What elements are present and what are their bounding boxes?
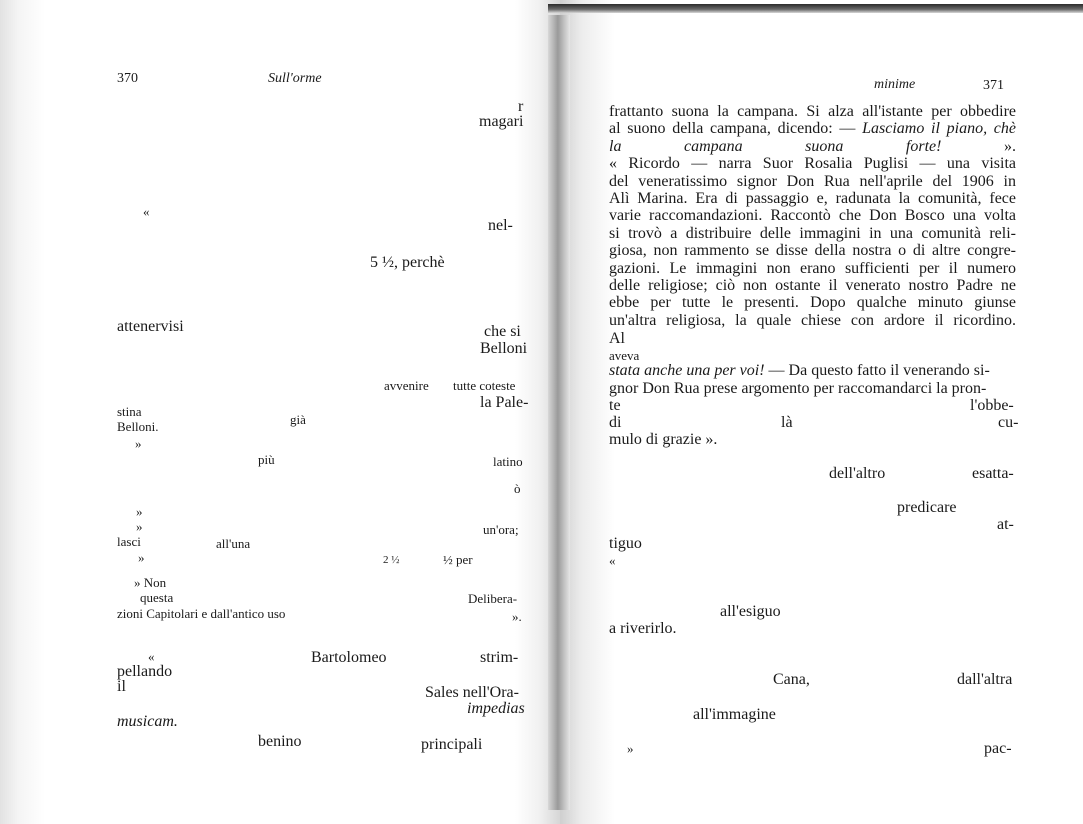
fragment-o: ò	[514, 481, 521, 496]
fragment-lasci: lasci	[117, 534, 141, 549]
fragment-gia: già	[290, 412, 306, 427]
line-text: frattanto suona la campana. Si alza all'istante per obbedire	[609, 103, 1016, 120]
fragment-al: Al	[609, 330, 625, 347]
fragment-quote-close: »	[136, 504, 143, 519]
fragment-quote-open: «	[609, 553, 616, 568]
text-line	[609, 103, 1016, 120]
fragment-belloni-2: Belloni.	[117, 419, 159, 434]
fragment-delibera: Delibera-	[468, 591, 518, 606]
fragment-tutte-coteste: tutte coteste	[453, 378, 516, 393]
fragment-che-si: che si	[484, 323, 521, 340]
fragment-belloni: Belloni	[480, 340, 528, 357]
fragment-latino: latino	[493, 454, 523, 469]
fragment-two-half: 2 ½	[383, 554, 400, 566]
line-text: al suono della campana, dicendo: —	[609, 120, 863, 138]
text-line	[609, 260, 1016, 277]
fragment-esatta: esatta-	[972, 465, 1014, 482]
right-running-head: minime	[874, 77, 916, 92]
fragment-questa: questa	[140, 590, 174, 605]
stata-italic: stata anche una per voi!	[609, 362, 765, 379]
fragment-a-riverirlo: a riverirlo.	[609, 620, 677, 637]
fragment-mulo: mulo di grazie ».	[609, 431, 718, 448]
fragment-all-una: all'una	[216, 536, 251, 551]
fragment-dall-altra: dall'altra	[957, 671, 1013, 688]
fragment-pac: pac-	[984, 740, 1012, 757]
left-page-number: 370	[117, 71, 138, 86]
text-line	[609, 294, 1016, 311]
fragment-cu: cu-	[998, 414, 1019, 431]
fragment-quote-open: «	[143, 204, 150, 219]
fragment-r: r	[518, 98, 524, 115]
fragment-all-immagine: all'immagine	[693, 706, 776, 723]
text-line	[609, 155, 1016, 172]
italic-text: la campana suona forte!	[609, 137, 942, 155]
fragment-avvenire: avvenire	[384, 378, 429, 393]
fragment-la: là	[781, 414, 793, 431]
line-text: giosa, non rammento se disse della nostra o di altre congre-	[609, 242, 1016, 260]
fragment-lobbe: l'obbe-	[970, 397, 1014, 414]
text-line	[609, 190, 1016, 207]
fragment-nel: nel-	[488, 217, 513, 234]
line-text: si trovò a distribuire delle immagini in una comunità reli-	[609, 224, 1016, 242]
line-text: del veneratissimo signor Don Rua nell'aprile del 1906 in	[609, 172, 1016, 190]
text-line	[609, 138, 1016, 155]
book-gutter	[548, 15, 570, 810]
line-text: varie raccomandazioni. Raccontò che Don Bosco una volta	[609, 207, 1016, 225]
line-text: gazioni. Le immagini non erano sufficienti per il numero	[609, 259, 1016, 277]
left-running-head: Sull'orme	[268, 71, 322, 86]
fragment-quote-close: »	[627, 741, 634, 756]
fragment-un-ora: un'ora;	[483, 522, 519, 537]
fragment-quote-close: »	[135, 436, 142, 451]
text-line	[609, 173, 1016, 190]
fragment-half-per: ½ per	[443, 552, 473, 567]
fragment-magari: magari	[479, 113, 524, 130]
page-top-edge	[548, 4, 1083, 13]
text-line	[609, 277, 1016, 294]
text-line	[609, 242, 1016, 259]
fragment-bartolomeo: Bartolomeo	[311, 649, 387, 666]
fragment-piu: più	[258, 452, 275, 467]
line-text: Alì Marina. Era di passaggio e, radunata la comunità, fece	[609, 189, 1016, 207]
fragment-principali: principali	[421, 736, 483, 753]
fragment-zioni: zioni Capitolari e dall'antico uso	[117, 606, 286, 621]
fragment-aveva: aveva	[609, 348, 640, 363]
fragment-quote-close: ».	[512, 609, 522, 624]
fragment-strim: strim-	[480, 649, 519, 666]
text-line	[609, 120, 1016, 137]
stata-rest: — Da questo fatto il venerando si-	[764, 362, 990, 379]
line-text: « Ricordo — narra Suor Rosalia Puglisi — una visita	[609, 155, 1016, 173]
fragment-quote-close: »	[136, 519, 143, 534]
fragment-il: il	[117, 678, 126, 695]
fragment-non: » Non	[134, 575, 167, 590]
line-text: ebbe per tutte le presenti. Dopo qualche minuto giunse	[609, 294, 1016, 312]
line-text: delle religiose; ciò non ostante il venerato nostro Padre ne	[609, 276, 1016, 294]
fragment-quote-close: »	[138, 550, 145, 565]
line-text: ».	[941, 137, 1016, 155]
fragment-dell-altro: dell'altro	[829, 465, 886, 482]
text-line	[609, 207, 1016, 224]
fragment-pellando: pellando	[117, 663, 173, 680]
fragment-di: di	[609, 414, 622, 431]
fragment-quote-open: «	[148, 649, 155, 664]
fragment-impedias: impedias	[467, 700, 525, 717]
fragment-tiguo: tiguo	[609, 535, 642, 552]
fragment-five-half: 5 ½, perchè	[370, 254, 445, 271]
paragraph-block	[609, 103, 1016, 329]
fragment-gnor: gnor Don Rua prese argomento per raccomandarci la pron-	[609, 380, 987, 397]
fragment-benino: benino	[258, 733, 302, 750]
fragment-all-esiguo: all'esiguo	[720, 603, 781, 620]
text-line	[609, 312, 1016, 329]
fragment-te: te	[609, 397, 621, 414]
fragment-predicare: predicare	[897, 499, 957, 516]
fragment-cana: Cana,	[773, 671, 810, 688]
right-page-number: 371	[983, 78, 1004, 93]
text-line	[609, 225, 1016, 242]
fragment-sales: Sales nell'Ora-	[425, 684, 519, 701]
fragment-at: at-	[997, 516, 1014, 533]
fragment-stina: stina	[117, 404, 142, 419]
line-text: un'altra religiosa, la quale chiese con ardore il ricordino.	[609, 311, 1016, 329]
text-line	[609, 363, 990, 379]
italic-text: Lasciamo il piano, chè	[862, 120, 1016, 138]
fragment-la-pale: la Pale-	[480, 394, 529, 411]
fragment-attenervisi: attenervisi	[117, 318, 184, 335]
fragment-musicam: musicam.	[117, 713, 178, 730]
